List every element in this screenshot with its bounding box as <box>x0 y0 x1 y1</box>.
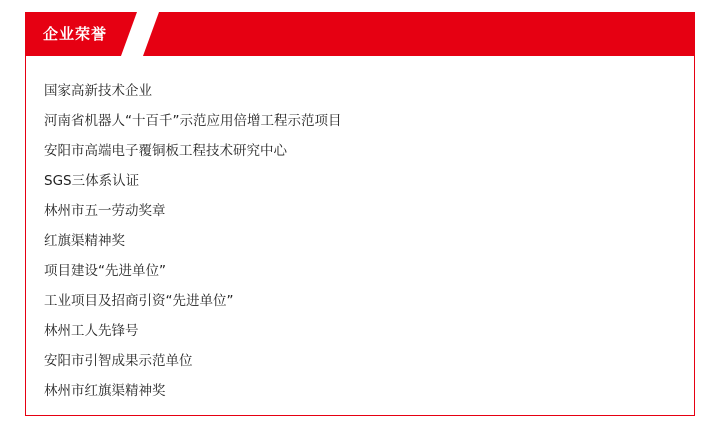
panel-body <box>25 56 695 416</box>
list-item: 林州市红旗渠精神奖 <box>44 383 166 399</box>
panel-header-bar <box>25 12 695 56</box>
list-item: 工业项目及招商引资“先进单位” <box>44 293 234 309</box>
list-item: 林州市五一劳动奖章 <box>44 203 166 219</box>
list-item: 红旗渠精神奖 <box>44 233 125 249</box>
list-item: 河南省机器人“十百千”示范应用倍增工程示范项目 <box>44 113 342 129</box>
list-item: 国家高新技术企业 <box>44 83 152 99</box>
honor-list <box>26 56 694 406</box>
list-item: 安阳市引智成果示范单位 <box>44 353 193 369</box>
header-notch-decoration <box>121 12 159 56</box>
list-item: 安阳市高端电子覆铜板工程技术研究中心 <box>44 143 287 159</box>
list-item: SGS三体系认证 <box>44 173 140 189</box>
list-item: 林州工人先锋号 <box>44 323 139 339</box>
panel-title: 企业荣誉 <box>43 25 108 43</box>
list-item: 项目建设“先进单位” <box>44 263 166 279</box>
honor-panel <box>25 12 695 416</box>
